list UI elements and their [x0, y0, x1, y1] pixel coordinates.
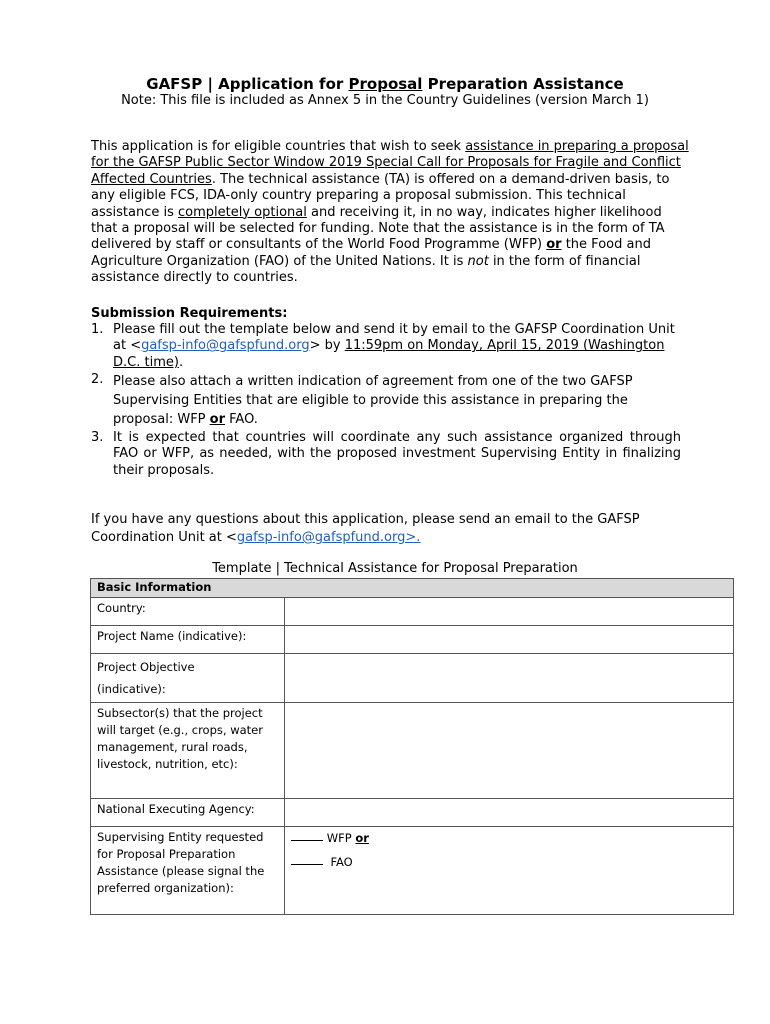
list-number: 3. [91, 430, 104, 445]
submission-requirements-heading: Submission Requirements: [91, 306, 288, 321]
list-number: 2. [91, 372, 104, 387]
project-name-field[interactable] [284, 626, 733, 654]
supervising-entity-label: Supervising Entity requested for Proposal Preparation Assistance (please signal the preferred organization): [91, 827, 285, 915]
annex-note: Note: This file is included as Annex 5 in the Country Guidelines (version March 1) [121, 93, 649, 108]
fao-option[interactable] [291, 855, 727, 869]
deadline-text: 11:59pm on Monday, April 15, 2019 (Washington D.C. time) [113, 338, 665, 370]
table-row [91, 703, 734, 799]
questions-paragraph [91, 511, 691, 547]
supervising-entity-options [284, 827, 733, 915]
list-number: 1. [91, 322, 104, 337]
project-name-label: Project Name (indicative): [91, 626, 285, 654]
title-text: GAFSP | Application for [146, 75, 349, 93]
table-row [91, 626, 734, 654]
wfp-option[interactable] [291, 831, 727, 845]
requirement-text: FAO. [224, 412, 258, 427]
wfp-label: WFP [326, 831, 356, 845]
country-label: Country: [91, 598, 285, 626]
document-title [0, 75, 770, 93]
table-row [91, 654, 734, 703]
section-header: Basic Information [91, 579, 734, 598]
requirement-text: Please also attach a written indication of agreement from one of the two GAFSP Supervising Entities that are eligible to provide this assistance in preparing the proposal: WFP [113, 374, 633, 427]
intro-text: the Food and Agriculture Organization (FAO) of the United Nations. It is [91, 237, 651, 269]
subsector-field[interactable] [284, 703, 733, 799]
or-emphasis: or [355, 831, 369, 845]
intro-underlined-phrase: assistance in preparing a proposal for the GAFSP Public Sector Window 2019 Special Call for Proposals for Fragile and Conflict Affected Countries [91, 139, 689, 187]
not-emphasis: not [467, 253, 489, 269]
intro-text: This application is for eligible countries that wish to seek [91, 139, 466, 154]
optional-phrase: completely optional [178, 204, 307, 220]
wfp-blank[interactable] [291, 840, 323, 841]
requirement-item-1 [91, 322, 681, 372]
or-emphasis: or [546, 237, 562, 253]
title-underlined-word: Proposal [348, 75, 423, 93]
requirement-text: It is expected that countries will coordinate any such assistance organized through FAO or WFP, as needed, with the proposed investment Supervising Entity in finalizing their proposals. [113, 430, 681, 478]
table-row [91, 579, 734, 598]
requirement-item-2 [91, 372, 681, 430]
table-row [91, 799, 734, 827]
table-row [91, 827, 734, 915]
country-field[interactable] [284, 598, 733, 626]
application-form-table [90, 578, 734, 915]
project-objective-field[interactable] [284, 654, 733, 703]
project-objective-label [91, 654, 285, 703]
table-row [91, 598, 734, 626]
questions-text: If you have any questions about this application, please send an email to the GAFSP Coordination Unit at < [91, 512, 640, 545]
objective-label-line: (indicative): [97, 682, 166, 696]
intro-paragraph [91, 139, 691, 287]
executing-agency-label: National Executing Agency: [91, 799, 285, 827]
intro-text: . The technical assistance (TA) is offered on a demand-driven basis, to any eligible FCS, IDA-only country preparing a proposal submission. This technical assistance is [91, 171, 670, 220]
or-emphasis: or [209, 412, 225, 427]
title-text-end: Preparation Assistance [422, 75, 624, 93]
template-title: Template | Technical Assistance for Proposal Preparation [212, 561, 578, 576]
executing-agency-field[interactable] [284, 799, 733, 827]
requirement-text: . [178, 354, 184, 370]
subsector-label: Subsector(s) that the project will target (e.g., crops, water management, rural roads, livestock, nutrition, etc): [91, 703, 285, 799]
intro-text: and receiving it, in no way, indicates higher likelihood that a proposal will be selected for funding. Note that the assistance is in the form of TA delivered by staff or consultants of the World Food Programme (WFP) [91, 204, 665, 253]
questions-email-link[interactable]: gafsp-info@gafspfund.org>. [236, 530, 421, 545]
fao-blank[interactable] [291, 864, 323, 865]
requirement-text: Please fill out the template below and send it by email to the GAFSP Coordination Unit at < [113, 322, 675, 354]
email-link[interactable]: gafsp-info@gafspfund.org [141, 338, 310, 354]
requirement-text: > by [309, 338, 345, 354]
intro-text: in the form of financial assistance directly to countries. [91, 253, 641, 286]
requirement-item-3 [91, 430, 681, 482]
objective-label-line: Project Objective [97, 660, 195, 674]
fao-label: FAO [326, 855, 353, 869]
